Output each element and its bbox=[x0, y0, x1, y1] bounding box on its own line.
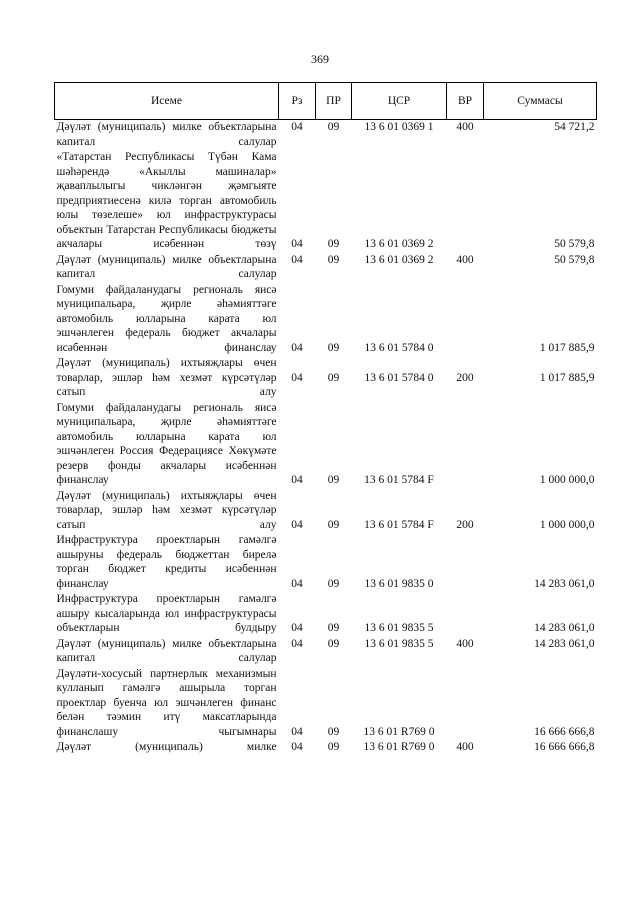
cell-csr: 13 6 01 0369 2 bbox=[364, 253, 434, 266]
header-name: Исеме bbox=[55, 83, 279, 120]
cell-sum: 14 283 061,0 bbox=[534, 637, 595, 650]
cell-name: «Татарстан Республикасы Түбән Кама шәһәрендә «Акыллы машиналар» җаваплылыгы чикләнгән җәмгыяте предприятиесенә килә торган автомобиль юлы төзелеше» юл инфраструктурасы объектын Татарстан Республикасы бюджеты акчалары исәбеннән төзү bbox=[56, 151, 277, 250]
cell-sum: 14 283 061,0 bbox=[534, 577, 595, 590]
cell-rz: 04 bbox=[291, 253, 303, 266]
cell-name: Дәүләт (муниципаль) милке объектларына капитал салулар bbox=[56, 253, 277, 280]
cell-csr: 13 6 01 R769 0 bbox=[363, 741, 435, 753]
cell-vr: 200 bbox=[456, 518, 474, 531]
table-row bbox=[55, 740, 597, 756]
cell-pr: 09 bbox=[327, 253, 340, 266]
cell-vr: 200 bbox=[456, 371, 474, 384]
cell-vr bbox=[447, 533, 484, 592]
cell-pr: 09 bbox=[327, 725, 340, 738]
cell-name: Гомуми файдаланудагы региональ яисә муниципальара, җирле әһәмияттәге автомобиль юлларына карата юл эшчәнлеген Россия Федерациясе Хөкүмәте резерв фонды акчалары исәбеннән финанслау bbox=[56, 401, 277, 486]
cell-pr: 09 bbox=[327, 341, 340, 354]
cell-sum: 54 721,2 bbox=[554, 121, 595, 133]
cell-name: Инфраструктура проектларын гамәлгә ашыру кысаларында юл инфраструктурасы объектларын булдыру bbox=[56, 593, 277, 634]
cell-pr: 09 bbox=[327, 518, 340, 531]
table-row bbox=[55, 401, 597, 489]
table-row bbox=[55, 592, 597, 637]
cell-vr: 400 bbox=[456, 121, 474, 133]
budget-table bbox=[54, 82, 597, 756]
cell-csr: 13 6 01 9835 5 bbox=[364, 637, 434, 650]
cell-vr bbox=[447, 592, 484, 637]
cell-rz: 04 bbox=[291, 121, 303, 133]
cell-rz: 04 bbox=[291, 741, 303, 753]
table-row bbox=[55, 150, 597, 253]
cell-rz: 04 bbox=[291, 371, 303, 384]
header-pr: ПР bbox=[316, 83, 352, 120]
cell-rz: 04 bbox=[291, 725, 303, 738]
cell-sum: 14 283 061,0 bbox=[534, 622, 595, 634]
table-row bbox=[55, 667, 597, 741]
cell-csr: 13 6 01 5784 0 bbox=[364, 371, 434, 384]
table-row bbox=[55, 637, 597, 667]
cell-pr: 09 bbox=[327, 577, 340, 590]
cell-pr: 09 bbox=[327, 371, 340, 384]
cell-name: Дәүләт (муниципаль) милке объектларына капитал салулар bbox=[56, 121, 277, 148]
cell-sum: 50 579,8 bbox=[554, 253, 595, 266]
header-rz: Рз bbox=[279, 83, 316, 120]
cell-rz: 04 bbox=[291, 238, 303, 250]
cell-rz: 04 bbox=[291, 622, 303, 634]
cell-rz: 04 bbox=[291, 341, 303, 354]
cell-name: Дәүләти-хосусый партнерлык механизмын кулланып гамәлгә ашырыла торган проектлар буенча юл эшчәнлеген финанс белән тәэмин итү максатларында финанслашу чыгымнары bbox=[56, 667, 277, 738]
cell-sum: 50 579,8 bbox=[554, 238, 595, 250]
cell-pr: 09 bbox=[327, 637, 340, 650]
cell-csr: 13 6 01 9835 0 bbox=[364, 577, 434, 590]
cell-rz: 04 bbox=[291, 637, 303, 650]
cell-pr: 09 bbox=[327, 622, 340, 634]
cell-sum: 1 017 885,9 bbox=[539, 371, 595, 384]
table-row bbox=[55, 533, 597, 592]
cell-pr: 09 bbox=[327, 474, 340, 486]
cell-csr: 13 6 01 0369 2 bbox=[364, 238, 434, 250]
table-row bbox=[55, 253, 597, 283]
table-body bbox=[55, 120, 597, 756]
cell-name: Инфраструктура проектларын гамәлгә ашыруны федераль бюджеттан бирелә торган бюджет кредиты исәбеннән финанслау bbox=[56, 534, 277, 590]
cell-name: Гомуми файдаланудагы региональ яисә муниципальара, җирле әһәмияттәге автомобиль юлларына карата юл эшчәнлеген федераль бюджет акчалары исәбеннән финанслау bbox=[56, 283, 277, 354]
cell-pr: 09 bbox=[327, 238, 340, 250]
cell-vr: 400 bbox=[456, 253, 474, 266]
cell-name: Дәүләт (муниципаль) ихтыяҗлары өчен товарлар, эшләр һәм хезмәт күрсәтүләр сатып алу bbox=[56, 357, 277, 398]
cell-sum: 1 000 000,0 bbox=[539, 518, 595, 531]
cell-csr: 13 6 01 5784 F bbox=[364, 474, 434, 486]
cell-rz: 04 bbox=[291, 474, 303, 486]
cell-vr bbox=[447, 150, 484, 253]
table-row bbox=[55, 356, 597, 401]
cell-sum: 1 000 000,0 bbox=[539, 474, 595, 486]
table-row bbox=[55, 283, 597, 357]
page-number: 369 bbox=[311, 52, 329, 66]
cell-sum: 1 017 885,9 bbox=[539, 341, 595, 354]
table-header-row bbox=[55, 83, 597, 120]
cell-csr: 13 6 01 R769 0 bbox=[363, 725, 435, 738]
header-csr: ЦСР bbox=[352, 83, 447, 120]
cell-vr: 400 bbox=[456, 637, 474, 650]
cell-pr: 09 bbox=[327, 741, 340, 753]
cell-rz: 04 bbox=[291, 577, 303, 590]
cell-sum: 16 666 666,8 bbox=[534, 741, 595, 753]
cell-name: Дәүләт (муниципаль) милке объектларына капитал салулар bbox=[56, 637, 277, 664]
table-row bbox=[55, 120, 597, 151]
cell-sum: 16 666 666,8 bbox=[534, 725, 595, 738]
header-sum: Суммасы bbox=[484, 83, 597, 120]
table-row bbox=[55, 489, 597, 534]
cell-pr: 09 bbox=[327, 121, 340, 133]
cell-csr: 13 6 01 9835 5 bbox=[364, 622, 434, 634]
cell-vr bbox=[447, 667, 484, 741]
cell-csr: 13 6 01 5784 0 bbox=[364, 341, 434, 354]
cell-rz: 04 bbox=[291, 518, 303, 531]
cell-name: Дәүләт (муниципаль) милке bbox=[56, 741, 277, 753]
cell-name: Дәүләт (муниципаль) ихтыяҗлары өчен товарлар, эшләр һәм хезмәт күрсәтүләр сатып алу bbox=[56, 489, 277, 531]
cell-vr bbox=[447, 401, 484, 489]
cell-csr: 13 6 01 0369 1 bbox=[364, 121, 434, 133]
header-vr: ВР bbox=[447, 83, 484, 120]
cell-vr bbox=[447, 283, 484, 357]
cell-csr: 13 6 01 5784 F bbox=[364, 518, 434, 531]
cell-vr: 400 bbox=[456, 741, 474, 753]
